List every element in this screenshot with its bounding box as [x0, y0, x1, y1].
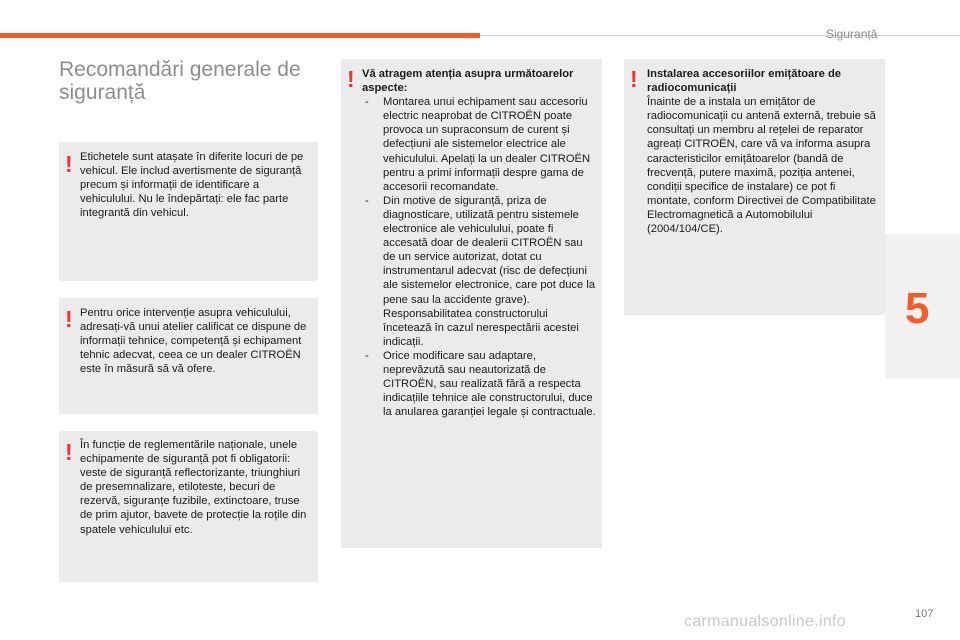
warning-icon: !	[347, 66, 355, 92]
list-dash: -	[365, 349, 369, 362]
warning-text-regulations: În funcție de reglementările naționale, unele echipamente de siguranță pot fi obligatorii: veste de siguranță reflectorizante, triunghiuri de presemnalizare, etiloteste, becuri de rezervă, siguranțe fuzibile, extinctoare, truse de prim ajutor, bavete de protecție la roțile din spatele vehiculului etc.	[80, 439, 307, 536]
watermark: carmanualsonline.info	[684, 613, 846, 630]
list-dash: -	[365, 96, 369, 109]
page-title: Recomandări generale de siguranță	[59, 58, 301, 104]
warning-icon: !	[65, 306, 73, 332]
warning-box-regulations	[59, 431, 318, 582]
warning-text-radio	[647, 67, 881, 236]
list-item	[362, 95, 598, 194]
section-title: Siguranță	[826, 27, 878, 41]
attention-heading: Vă atragem atenția asupra următoarelor aspecte:	[362, 68, 574, 95]
chapter-number: 5	[905, 284, 930, 333]
warning-box-labels	[59, 142, 318, 281]
list-item	[362, 349, 598, 419]
list-dash: -	[365, 194, 369, 207]
warning-text-attention	[362, 67, 598, 419]
header-accent-bar	[0, 33, 480, 38]
list-item-text: Din motive de siguranță, priza de diagnosticare, utilizată pentru sistemele electronice ale vehiculului, poate fi accesată doar de dealerii CITROËN sau de un service autorizat, dotat cu instrumentarul adecvat (risc de defecțiuni ale sistemelor electronice, care pot duce la pene sau la accidente grave). Responsabilitatea constructorului încetează în cazul nerespectării acestei indicații.	[383, 194, 596, 348]
radio-body: Înainte de a instala un emițător de radiocomunicații cu antenă externă, trebuie să consultați un membru al rețelei de reparator agreați CITROËN, care vă va informa asupra caracteristicilor emițătoarelor (bandă de frecvență, putere maximă, poziția antenei, condiții specifice de instalare) ce pot fi montate, conform Directivei de Compatibilitate Electromagnetică a Automobilului (2004/104/CE).	[647, 96, 876, 236]
warning-icon: !	[65, 151, 73, 177]
warning-box-intervention	[59, 298, 318, 414]
warning-icon: !	[630, 66, 638, 92]
list-item	[362, 194, 598, 349]
page-number: 107	[915, 608, 934, 620]
warning-icon: !	[65, 439, 73, 465]
list-item-text: Montarea unui echipament sau accesoriu electric neaprobat de CITROËN poate provoca un supraconsum de curent și defecțiuni ale sistemelor electrice ale vehiculului. Apelați la un dealer CITROËN pentru a primi informații despre gama de accesorii recomandate.	[383, 96, 591, 193]
warning-box-radio	[624, 59, 885, 315]
warning-text-labels: Etichetele sunt atașate în diferite locuri de pe vehicul. Ele includ avertismente de siguranță precum și informații de identificare a vehiculului. Nu le îndepărtați: ele fac parte integrantă din vehicul.	[80, 151, 304, 220]
header-divider	[480, 35, 960, 36]
attention-list	[362, 95, 598, 419]
list-item-text: Orice modificare sau adaptare, neprevăzută sau neautorizată de CITROËN, sau realizată fără a respecta indicațiile tehnice ale constructorului, duce la anularea garanției legale și contractuale.	[383, 349, 596, 419]
radio-heading: Instalarea accesoriilor emițătoare de radiocomunicații	[647, 68, 842, 95]
warning-text-intervention: Pentru orice intervenție asupra vehiculului, adresați-vă unui atelier calificat ce dispune de informații tehnice, competență și echipament tehnic adecvat, ceea ce un dealer CITROËN este în măsură să vă ofere.	[80, 307, 307, 376]
warning-box-attention	[341, 59, 602, 548]
